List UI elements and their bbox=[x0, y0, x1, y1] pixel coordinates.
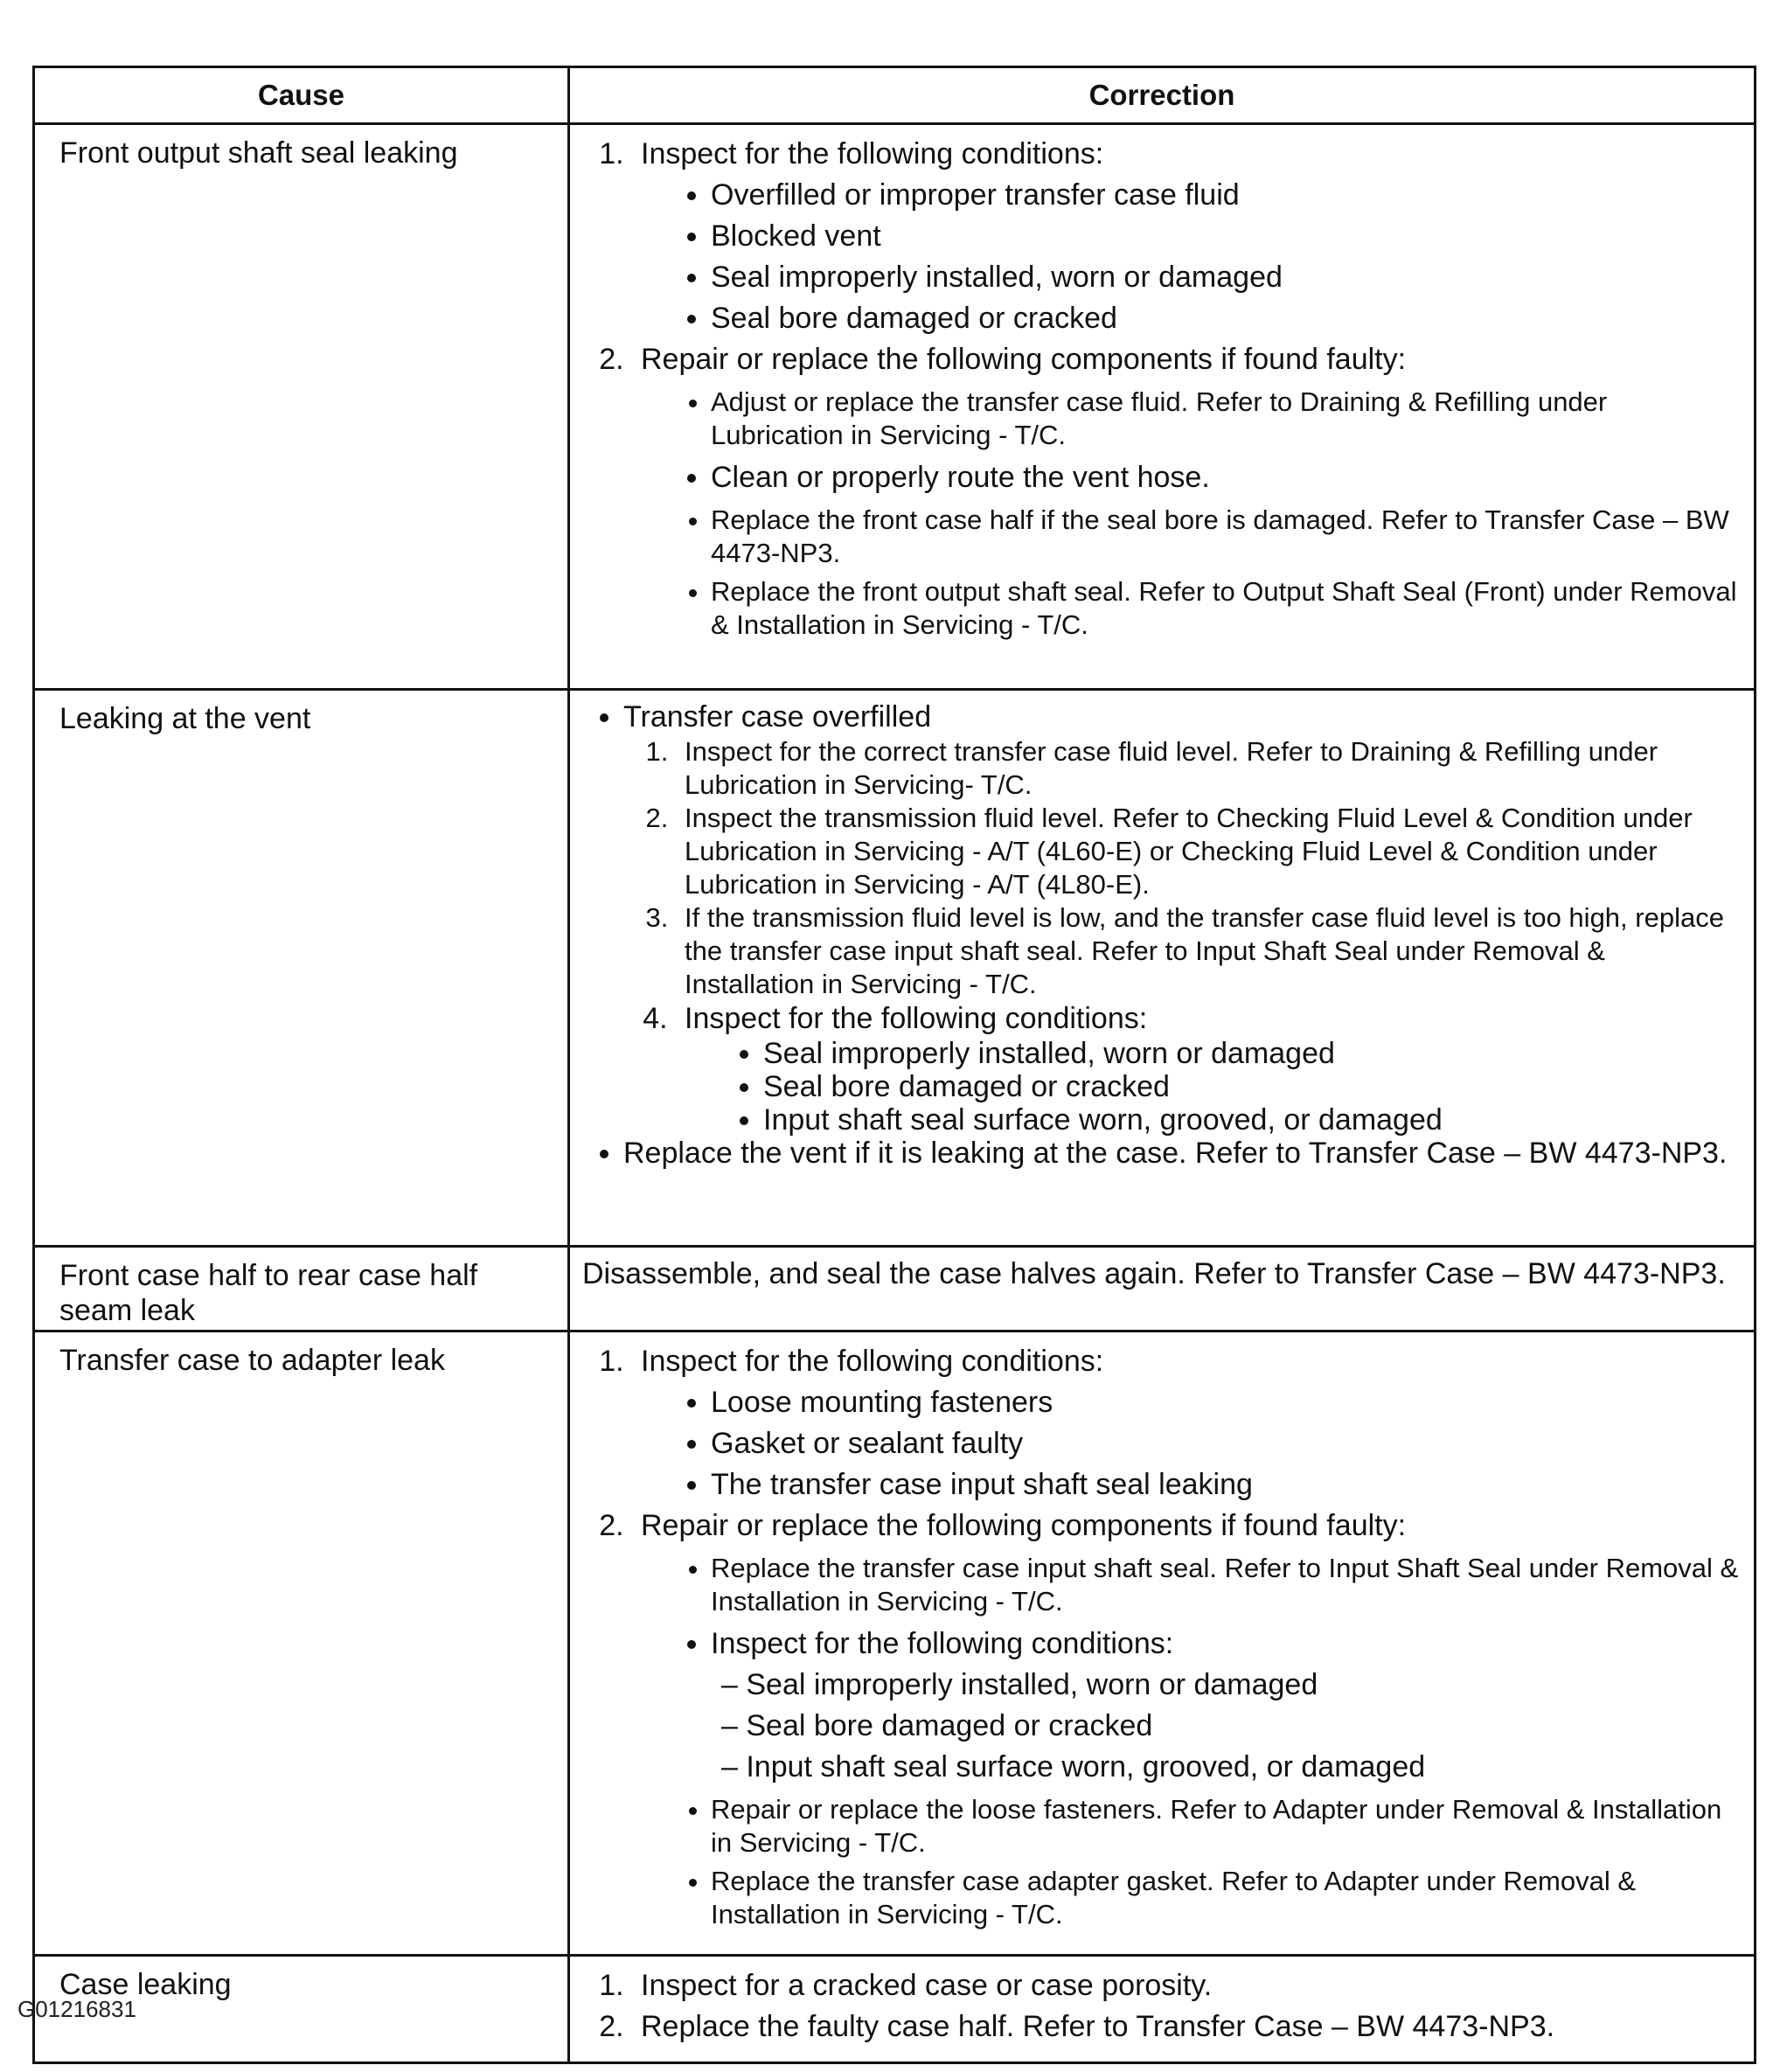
list-item: – Seal improperly installed, worn or damaged bbox=[721, 1665, 1740, 1706]
numbered-list bbox=[584, 1341, 1740, 1931]
list-item: 2. Inspect the transmission fluid level. Refer to Checking Fluid Level & Condition under Lubrication in Servicing - A/T (4L60-E) or Checking Fluid Level & Condition under Lubrication in Servicing - A/T (4L80-E). bbox=[676, 802, 1740, 901]
list-item: 2. Replace the faulty case half. Refer to Transfer Case – BW 4473-NP3. bbox=[632, 2006, 1740, 2048]
bullet-list bbox=[685, 1037, 1740, 1137]
bullet-list bbox=[641, 175, 1740, 339]
numbered-list bbox=[623, 735, 1740, 1137]
list-item: • Replace the transfer case adapter gasket. Refer to Adapter under Removal & Installation in Servicing - T/C. bbox=[711, 1865, 1740, 1931]
table-row bbox=[34, 690, 1756, 1247]
step-text: Inspect for the following conditions: bbox=[641, 137, 1104, 170]
list-item: • The transfer case input shaft seal leaking bbox=[711, 1464, 1740, 1505]
cause-correction-table bbox=[32, 66, 1756, 2064]
list-item: • Blocked vent bbox=[711, 216, 1740, 257]
cause-cell: Transfer case to adapter leak bbox=[34, 1332, 569, 1956]
dash-list bbox=[641, 1665, 1740, 1788]
list-item: • Overfilled or improper transfer case fluid bbox=[711, 175, 1740, 216]
bullet-text: Inspect for the following conditions: bbox=[711, 1627, 1174, 1660]
list-item: • Repair or replace the loose fasteners. Refer to Adapter under Removal & Installation in Servicing - T/C. bbox=[711, 1793, 1740, 1860]
numbered-list bbox=[584, 134, 1740, 642]
header-cause: Cause bbox=[34, 67, 569, 124]
step-text: Repair or replace the following components if found faulty: bbox=[641, 343, 1407, 376]
list-item: – Seal bore damaged or cracked bbox=[721, 1706, 1740, 1747]
list-item: • Replace the front output shaft seal. Refer to Output Shaft Seal (Front) under Removal & Installation in Servicing - T/C. bbox=[711, 575, 1740, 642]
list-item: • Seal bore damaged or cracked bbox=[711, 298, 1740, 339]
list-item: • Clean or properly route the vent hose. bbox=[711, 457, 1740, 498]
step-text: Inspect for the following conditions: bbox=[641, 1345, 1104, 1378]
cause-cell: Front case half to rear case half seam leak bbox=[34, 1247, 569, 1332]
step-text: Inspect for the following conditions: bbox=[685, 1002, 1148, 1035]
list-item bbox=[711, 1624, 1740, 1665]
table-header-row bbox=[34, 67, 1756, 124]
table-row bbox=[34, 1332, 1756, 1956]
bullet-list bbox=[641, 1793, 1740, 1931]
list-item bbox=[632, 1505, 1740, 1931]
numbered-list bbox=[584, 1965, 1740, 2048]
bullet-list bbox=[641, 1552, 1740, 1665]
table-row bbox=[34, 124, 1756, 690]
list-item: 1. Inspect for the correct transfer case fluid level. Refer to Draining & Refilling under Lubrication in Servicing- T/C. bbox=[676, 735, 1740, 802]
correction-cell bbox=[569, 1956, 1756, 2063]
list-item bbox=[632, 339, 1740, 642]
list-item: 1. Inspect for a cracked case or case porosity. bbox=[632, 1965, 1740, 2006]
cause-cell: Leaking at the vent bbox=[34, 690, 569, 1247]
bullet-list bbox=[641, 386, 1740, 642]
correction-cell: Disassemble, and seal the case halves again. Refer to Transfer Case – BW 4473-NP3. bbox=[569, 1247, 1756, 1332]
list-item: • Seal improperly installed, worn or damaged bbox=[763, 1037, 1740, 1070]
list-item: • Adjust or replace the transfer case fluid. Refer to Draining & Refilling under Lubrication in Servicing - T/C. bbox=[711, 386, 1740, 452]
list-item: • Input shaft seal surface worn, grooved, or damaged bbox=[763, 1103, 1740, 1137]
list-item bbox=[632, 1341, 1740, 1505]
list-item: 3. If the transmission fluid level is low, and the transfer case fluid level is too high, replace the transfer case input shaft seal. Refer to Input Shaft Seal under Removal & Installation in Servicing - T/C. bbox=[676, 901, 1740, 1001]
correction-cell bbox=[569, 124, 1756, 690]
bullet-list bbox=[641, 1382, 1740, 1505]
list-item: • Replace the front case half if the seal bore is damaged. Refer to Transfer Case – BW 4473-NP3. bbox=[711, 504, 1740, 570]
list-item: • Loose mounting fasteners bbox=[711, 1382, 1740, 1423]
cause-cell: Case leaking bbox=[34, 1956, 569, 2063]
list-item: • Seal bore damaged or cracked bbox=[763, 1070, 1740, 1103]
correction-cell bbox=[569, 690, 1756, 1247]
list-item: – Input shaft seal surface worn, grooved, or damaged bbox=[721, 1747, 1740, 1788]
list-item bbox=[623, 699, 1740, 1137]
step-text: Repair or replace the following components if found faulty: bbox=[641, 1509, 1407, 1542]
cause-cell: Front output shaft seal leaking bbox=[34, 124, 569, 690]
correction-cell bbox=[569, 1332, 1756, 1956]
table-row bbox=[34, 1956, 1756, 2063]
list-item: • Replace the vent if it is leaking at the case. Refer to Transfer Case – BW 4473-NP3. bbox=[623, 1137, 1740, 1170]
bullet-list bbox=[584, 699, 1740, 1170]
list-item: • Seal improperly installed, worn or damaged bbox=[711, 257, 1740, 298]
list-item: • Gasket or sealant faulty bbox=[711, 1423, 1740, 1464]
list-item bbox=[632, 134, 1740, 339]
list-item bbox=[676, 1001, 1740, 1137]
table-row bbox=[34, 1247, 1756, 1332]
header-correction: Correction bbox=[569, 67, 1756, 124]
figure-id: G01216831 bbox=[17, 1996, 136, 2022]
bullet-text: Transfer case overfilled bbox=[623, 700, 932, 734]
list-item: • Replace the transfer case input shaft seal. Refer to Input Shaft Seal under Removal & Installation in Servicing - T/C. bbox=[711, 1552, 1740, 1618]
